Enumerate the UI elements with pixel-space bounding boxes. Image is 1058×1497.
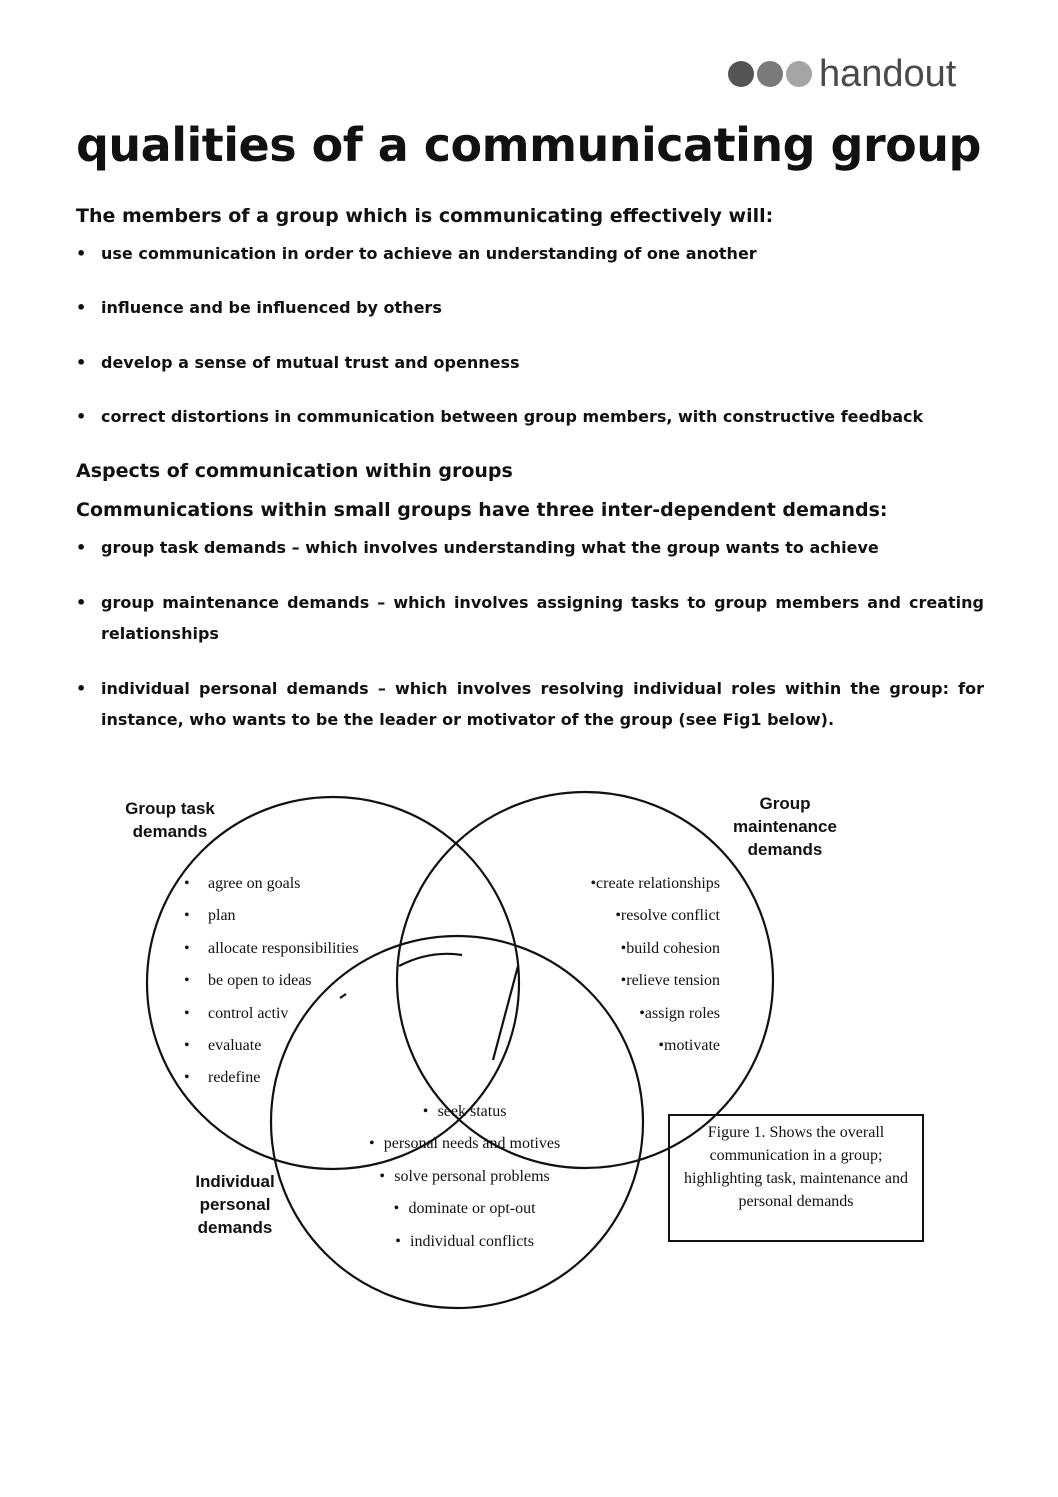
- list-item: • agree on goals: [184, 875, 301, 892]
- list-item: •motivate: [658, 1037, 720, 1055]
- list-item: • plan: [184, 907, 236, 925]
- list-item: • group task demands – which involves understanding what the group wants to achieve: [76, 532, 984, 563]
- list-item: • solve personal problems: [379, 1167, 550, 1185]
- list-item: • dominate or opt-out: [393, 1200, 536, 1218]
- list-item: • be open to ideas: [184, 972, 312, 990]
- aspects-heading: Aspects of communication within groups: [76, 460, 513, 482]
- list-item: •relieve tension: [620, 972, 720, 990]
- list-item: • control activ: [184, 1004, 289, 1022]
- list-item: •create relationships: [590, 875, 720, 892]
- list-item: • individual conflicts: [395, 1232, 534, 1250]
- handout-brand: [728, 53, 957, 95]
- members-heading: The members of a group which is communicating effectively will:: [76, 205, 774, 227]
- center-arc: [493, 966, 518, 1060]
- list-item: • influence and be influenced by others: [76, 292, 984, 323]
- center-arc: [399, 954, 462, 966]
- list-item: • individual personal demands – which involves resolving individual roles within the group: for instance, who wants to be the leader or motivator of the group (see Fig1 below).: [76, 673, 984, 735]
- list-item: • seek status: [422, 1103, 507, 1120]
- brand-dot-icon: [757, 61, 783, 87]
- demands-heading: Communications within small groups have three inter-dependent demands:: [76, 499, 888, 521]
- personal-label: Individual personal demands: [195, 1172, 275, 1237]
- brand-dot-icon: [786, 61, 812, 87]
- task-label: Group task demands: [125, 799, 215, 841]
- personal-items: [310, 1096, 610, 1258]
- brand-text: handout: [819, 53, 957, 95]
- list-item: •build cohesion: [620, 939, 720, 957]
- figure-caption: Figure 1. Shows the overall communication in a group; highlighting task, maintenance and personal demands: [668, 1114, 924, 1242]
- maintenance-items: [530, 868, 720, 1062]
- list-item: • personal needs and motives: [368, 1135, 561, 1153]
- list-item: • use communication in order to achieve an understanding of one another: [76, 238, 984, 269]
- list-item: • allocate responsibilities: [184, 939, 359, 957]
- brand-dot-icon: [728, 61, 754, 87]
- list-item: • group maintenance demands – which involves assigning tasks to group members and creating relationships: [76, 587, 984, 649]
- list-item: •assign roles: [639, 1004, 720, 1022]
- list-item: • redefine: [184, 1069, 261, 1087]
- maintenance-label: Group maintenance demands: [733, 794, 837, 859]
- page-title: qualities of a communicating group: [76, 118, 981, 172]
- list-item: •resolve conflict: [615, 907, 720, 925]
- list-item: • develop a sense of mutual trust and openness: [76, 347, 984, 378]
- list-item: • correct distortions in communication between group members, with constructive feedback: [76, 401, 984, 432]
- list-item: • evaluate: [184, 1037, 262, 1055]
- task-items: [184, 868, 359, 1095]
